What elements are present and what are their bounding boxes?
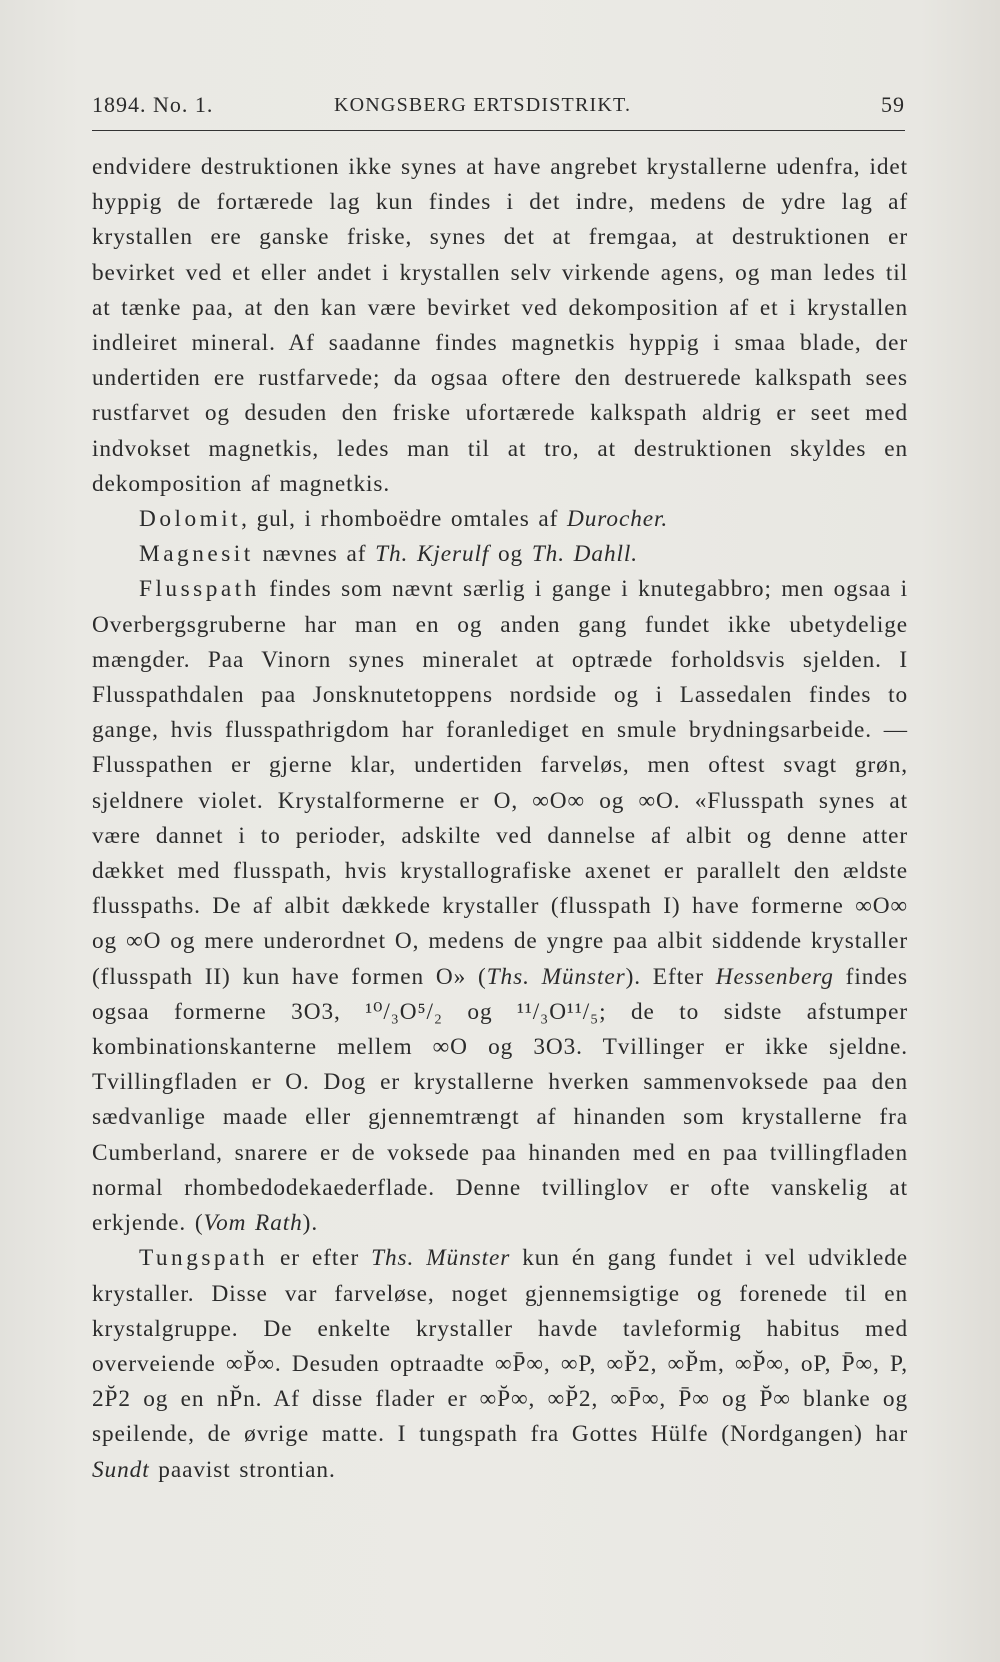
paragraph bbox=[92, 537, 908, 572]
italic-name: Sundt bbox=[92, 1456, 150, 1483]
mineral-heading: Magnesit bbox=[139, 541, 254, 568]
italic-name: Ths. Münster bbox=[486, 963, 626, 990]
italic-name: Durocher. bbox=[567, 506, 669, 533]
header-year-number: 1894. No. 1. bbox=[92, 92, 214, 117]
mineral-heading: Flusspath bbox=[139, 576, 260, 603]
text-run: , gul, i rhomboëdre omtales af bbox=[241, 506, 568, 533]
text-run: paavist strontian. bbox=[149, 1456, 336, 1483]
text-run: kun én gang fundet i vel udviklede krystaller. Disse var farveløse, noget gjennemsigtige og forenede til en krystalgruppe. De enkelte krystaller havde tavleformig habitus med overveiende ∞P̆∞. Desuden optraadte ∞P̄∞, ∞P, ∞P̆2, ∞P̆m, ∞P̆∞, oP, P̄∞, P, 2P̆2 og en nP̆n. Af disse flader er ∞P̆∞, ∞P̆2, ∞P̄∞, P̄∞ og P̆∞ blanke og speilende, de øvrige matte. I tungspath fra Gottes Hülfe (Nordgangen) har bbox=[92, 1245, 908, 1448]
mineral-heading: Tungspath bbox=[139, 1245, 269, 1272]
text-run: endvidere destruktionen ikke synes at have angrebet krystallerne udenfra, idet hyppig de fortærede lag kun findes i det indre, medens de ydre lag af krystallen ere ganske friske, synes det at fremgaa, at destruktionen er bevirket ved et eller andet i krystallen selv virkende agens, og man ledes til at tænke paa, at den kan være bevirket ved dekomposition af et i krystallen indleiret mineral. Af saadanne findes magnetkis hyppig i smaa blade, der undertiden ere rustfarvede; da ogsaa oftere den destruerede kalkspath sees rustfarvet og desuden den friske ufortærede kalkspath aldrig er seet med indvokset magnetkis, ledes man til at tro, at destruktionen skyldes en dekomposition af magnetkis. bbox=[92, 154, 908, 497]
paragraph bbox=[92, 572, 908, 1241]
text-run: og bbox=[489, 541, 532, 568]
italic-name: Vom Rath bbox=[203, 1210, 303, 1237]
page-number: 59 bbox=[881, 92, 905, 117]
text-run: nævnes af bbox=[253, 541, 376, 568]
body-text bbox=[92, 150, 908, 1488]
paragraph bbox=[92, 502, 908, 537]
mineral-heading: Dolomit bbox=[139, 506, 242, 533]
text-run: findes som nævnt særlig i gange i knutegabbro; men ogsaa i Overbergsgruberne har man en og anden gang fundet ikke ubetydelige mængder. Paa Vinorn synes mineralet at optræde forholdsvis sjelden. I Flusspathdalen paa Jonsknutetoppens nordside og i Lassedalen findes to gange, hvis flusspathrigdom har foranlediget en smule brydningsarbeide. — Flusspathen er gjerne klar, undertiden farveløs, men oftest svagt grøn, sjeldnere violet. Krystalformerne er O, ∞O∞ og ∞O. «Flusspath synes at være dannet i to perioder, adskilte ved dannelse af albit og denne atter dækket med flusspath, hvis krystallografiske axenet er parallelt den ældste flusspaths. De af albit dækkede krystaller (flusspath I) have formerne ∞O∞ og ∞O og mere underordnet O, medens de yngre paa albit siddende krystaller (flusspath II) kun have formen O» ( bbox=[92, 576, 908, 990]
italic-name: Th. Dahll. bbox=[531, 541, 638, 568]
header-rule bbox=[92, 130, 905, 131]
text-run: ). bbox=[302, 1210, 319, 1237]
italic-name: Ths. Münster bbox=[371, 1245, 511, 1272]
italic-name: Hessenberg bbox=[715, 963, 834, 990]
text-run: findes ogsaa formerne 3O3, ¹⁰/₃O⁵/₂ og ¹¹/₃O¹¹/₅; de to sidste afstumper kombinationskanterne mellem ∞O og 3O3. Tvillinger er ikke sjeldne. Tvillingfladen er O. Dog er krystallerne hverken sammenvoksede paa den sædvanlige maade eller gjennemtrængt af hinanden som krystallerne fra Cumberland, snarere er de voksede paa hinanden med en paa tvillingfladen normal rhombedodekaederflade. Denne tvillinglov er ofte vanskelig at erkjende. ( bbox=[92, 963, 909, 1237]
running-head bbox=[92, 92, 905, 132]
text-run: ). Efter bbox=[625, 963, 716, 990]
italic-name: Th. Kjerulf bbox=[375, 541, 490, 568]
paragraph bbox=[92, 150, 908, 502]
header-title: KONGSBERG ERTSDISTRIKT. bbox=[334, 94, 632, 116]
paragraph bbox=[92, 1241, 908, 1487]
text-run: er efter bbox=[268, 1245, 372, 1272]
